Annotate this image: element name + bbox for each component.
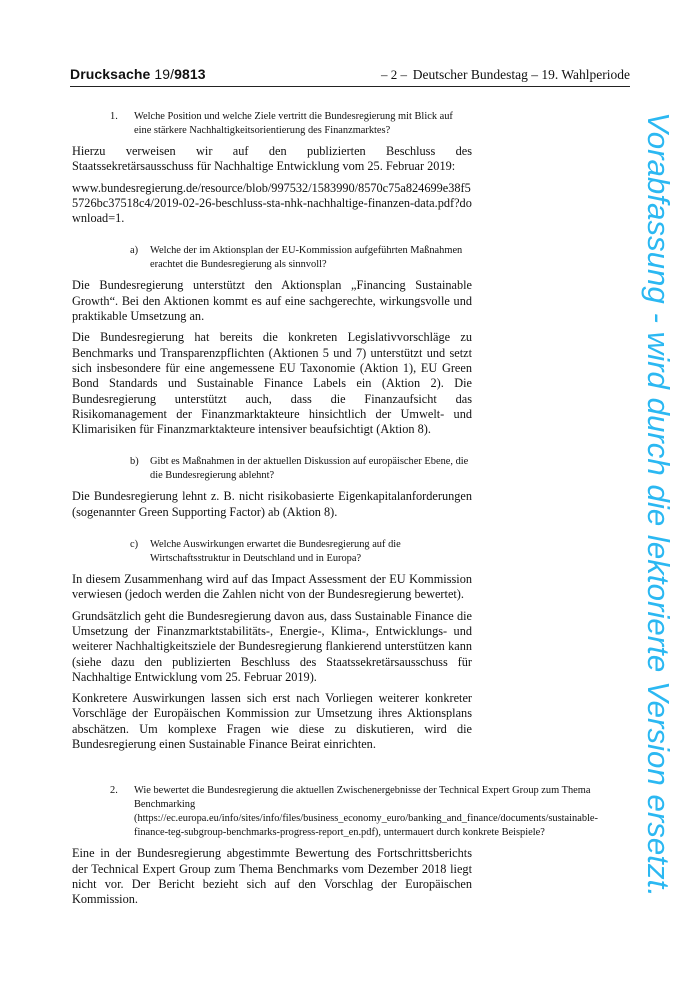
question-marker: 2. bbox=[110, 785, 118, 797]
answer-url: www.bundesregierung.de/resource/blob/997532/1583990/8570c75a824699e38f55726bc37518c4/2019-02-26-beschluss-sta-nhk-nachhaltige-finanzen-data.pdf?download=1. bbox=[72, 180, 472, 226]
answer-paragraph: Konkretere Auswirkungen lassen sich erst nach Vorliegen weiterer konkreter Vorschläge der Europäischen Kommission zur Umsetzung ihres Aktionsplans abschätzen. Um komplexe Fragen wie diese zu diskutieren, wird die Bundesregierung einen Sustainable Finance Beirat einrichten. bbox=[72, 691, 472, 752]
answer-paragraph: Grundsätzlich geht die Bundesregierung davon aus, dass Sustainable Finance die Umsetzung der Finanzmarktstabilitäts-, Energie-, Klima-, Entwicklungs- und weiterer Nachhaltigkeitsziele der Bundesregierung flankierend unterstützen kann (siehe dazu den publizierten Beschluss des Staatssekretärsausschuss für Nachhaltige Entwicklung vom 25. Februar 2019). bbox=[72, 608, 472, 684]
question-1 bbox=[72, 110, 472, 138]
document-body bbox=[72, 110, 599, 914]
answer-paragraph: Die Bundesregierung lehnt z. B. nicht risikobasierte Eigenkapitalanforderungen (sogenannter Green Supporting Factor) ab (Aktion 8). bbox=[72, 489, 472, 519]
answer-paragraph: Eine in der Bundesregierung abgestimmte Bewertung des Fortschrittsberichts der Technical Expert Group zum Thema Benchmarks vom Dezember 2018 liegt nicht vor. Der Bericht bezieht sich auf den Vorschlag der Europäischen Kommission. bbox=[72, 846, 472, 907]
watermark-text: Vorabfassung - wird durch die lektorierte Version ersetzt. bbox=[641, 112, 675, 878]
draft-watermark bbox=[640, 112, 692, 902]
question-text: Welche der im Aktionsplan der EU-Kommission aufgeführten Maßnahmen erachtet die Bundesregierung als sinnvoll? bbox=[150, 245, 463, 271]
question-text: Welche Auswirkungen erwartet die Bundesregierung auf die Wirtschaftsstruktur in Deutschland und in Europa? bbox=[150, 539, 401, 565]
question-text: Wie bewertet die Bundesregierung die aktuellen Zwischenergebnisse der Technical Expert Group zum Thema Benchmarking (https://ec.europa.eu/info/sites/info/files/business_economy_euro/banking_and_finance/documents/sustainable-finance-teg-subgroup-benchmarks-progress-report_en.pdf), untermauert durch konkrete Beispiele? bbox=[134, 785, 599, 839]
answer-paragraph: Die Bundesregierung hat bereits die konkreten Legislativvorschläge zu Benchmarks und Transparenzpflichten (Aktionen 5 und 7) unterstützt und setzt sich insbesondere für eine angemessene EU Taxonomie (Aktion 1), EU Green Bond Standards und Sustainable Finance Labels ein (Aktion 2). Die Bundesregierung unterstützt auch, dass die Finanzaufsicht das Risikomanagement der Finanzmarktakteure hinsichtlich der Umwelt- und Klimarisiken für Finanzmarktakteure intensiver beaufsichtigt (Aktion 8). bbox=[72, 330, 472, 437]
question-marker: a) bbox=[130, 245, 139, 257]
doc-prefix: Drucksache bbox=[70, 66, 155, 82]
question-1a bbox=[72, 244, 472, 272]
question-text: Welche Position und welche Ziele vertritt die Bundesregierung mit Blick auf eine stärkere Nachhaltigkeitsorientierung des Finanzmarktes? bbox=[134, 111, 453, 136]
question-1c bbox=[72, 538, 472, 566]
doc-number-part-a: 19/ bbox=[154, 66, 175, 82]
document-number bbox=[70, 66, 206, 82]
question-2 bbox=[72, 784, 599, 840]
question-text: Gibt es Maßnahmen in der aktuellen Diskussion auf europäischer Ebene, die die Bundesregierung ablehnt? bbox=[150, 456, 469, 482]
question-1b bbox=[72, 455, 472, 483]
question-marker: b) bbox=[130, 456, 139, 468]
institution-period: Deutscher Bundestag – 19. Wahlperiode bbox=[412, 67, 630, 82]
doc-number-part-b: 9813 bbox=[174, 66, 206, 82]
question-marker: 1. bbox=[110, 111, 118, 122]
answer-paragraph: In diesem Zusammenhang wird auf das Impact Assessment der EU Kommission verwiesen (jedoch werden die Zahlen nicht von der Bundesregierung bewertet). bbox=[72, 572, 472, 602]
watermark-svg bbox=[640, 112, 692, 902]
question-marker: c) bbox=[130, 539, 139, 551]
page-header bbox=[70, 66, 630, 87]
answer-paragraph: Die Bundesregierung unterstützt den Aktionsplan „Financing Sustainable Growth“. Bei den Aktionen kommt es auf eine sachgerechte, wirkungsvolle und praktikable Umsetzung an. bbox=[72, 278, 472, 324]
page-number: – 2 – bbox=[381, 67, 407, 82]
answer-paragraph: Hierzu verweisen wir auf den publizierten Beschluss des Staatssekretärsausschuss für Nachhaltige Entwicklung vom 25. Februar 2019: bbox=[72, 144, 472, 174]
